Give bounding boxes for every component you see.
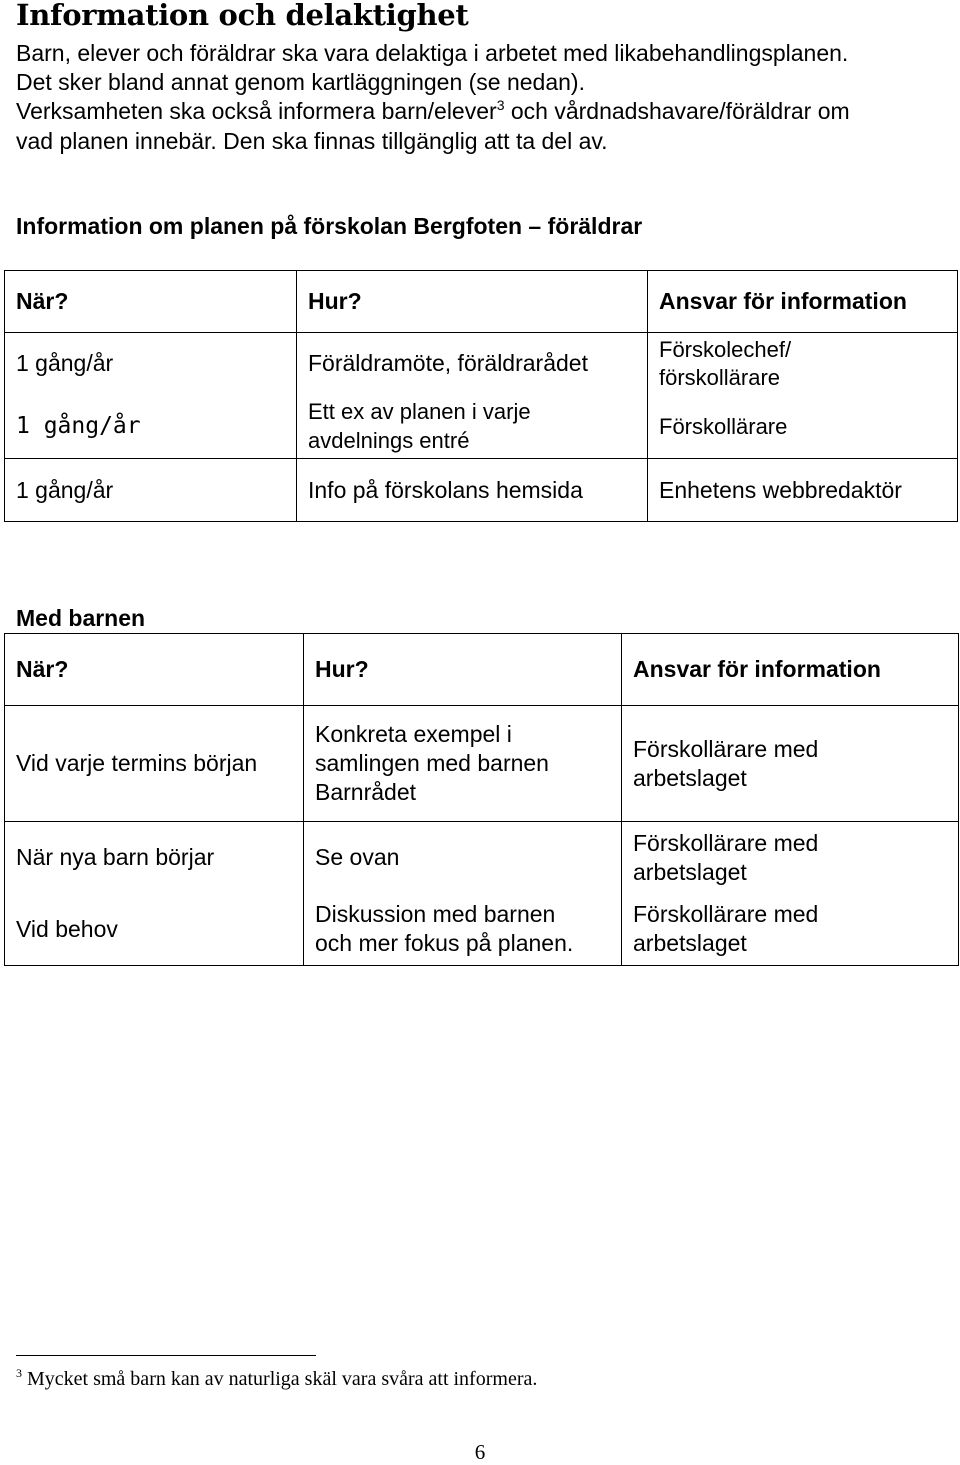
cell-responsible: Förskolechef/ förskollärare [648,333,958,395]
page-heading: Information och delaktighet [16,0,469,32]
table-row [5,706,959,822]
header-when: När? [5,634,304,706]
header-responsible: Ansvar för information [648,271,958,333]
intro-line-3-end: och vårdnadshavare/föräldrar om [504,98,850,124]
children-info-table [4,633,959,966]
intro-line-2: Det sker bland annat genom kartläggningen (se nedan). [16,69,585,95]
cell-how: Ett ex av planen i varje avdelnings entré [297,395,648,459]
table-row [5,333,958,395]
footnote [16,1368,537,1391]
cell-how: Konkreta exempel i samlingen med barnen Barnrådet [304,706,622,822]
table-row [5,459,958,522]
header-how: Hur? [297,271,648,333]
intro-line-4: vad planen innebär. Den ska finnas tillgänglig att ta del av. [16,128,608,154]
header-responsible: Ansvar för information [622,634,959,706]
intro-line-1: Barn, elever och föräldrar ska vara delaktiga i arbetet med likabehandlingsplanen. [16,40,849,66]
table-row [5,894,959,966]
intro-line-3-start: Verksamheten ska också informera barn/elever [16,98,497,124]
cell-responsible: Förskollärare med arbetslaget [622,822,959,894]
cell-when: Vid varje termins början [5,706,304,822]
cell-how: Diskussion med barnen och mer fokus på planen. [304,894,622,966]
header-how: Hur? [304,634,622,706]
cell-responsible: Enhetens webbredaktör [648,459,958,522]
cell-responsible: Förskollärare med arbetslaget [622,894,959,966]
parents-info-table [4,270,958,522]
cell-when: 1 gång/år [5,459,297,522]
cell-when: 1 gång/år [5,395,297,459]
footnote-reference: 3 [496,97,505,113]
table-header-row [5,271,958,333]
header-when: När? [5,271,297,333]
section-title-parents: Information om planen på förskolan Bergfoten – föräldrar [16,213,643,239]
cell-how: Se ovan [304,822,622,894]
intro-line-3 [16,97,850,124]
cell-when: 1 gång/år [5,333,297,395]
footnote-text: Mycket små barn kan av naturliga skäl vara svåra att informera. [22,1368,538,1390]
table-header-row [5,634,959,706]
cell-when: När nya barn börjar [5,822,304,894]
section-title-children: Med barnen [16,605,146,631]
cell-responsible: Förskollärare med arbetslaget [622,706,959,822]
table-row [5,395,958,459]
cell-how: Info på förskolans hemsida [297,459,648,522]
table-row [5,822,959,894]
footnote-separator [16,1355,316,1356]
footnote-marker: 3 [16,1366,22,1380]
page-number: 6 [474,1440,486,1464]
cell-when: Vid behov [5,894,304,966]
cell-responsible: Förskollärare [648,395,958,459]
cell-how: Föräldramöte, föräldrarådet [297,333,648,395]
